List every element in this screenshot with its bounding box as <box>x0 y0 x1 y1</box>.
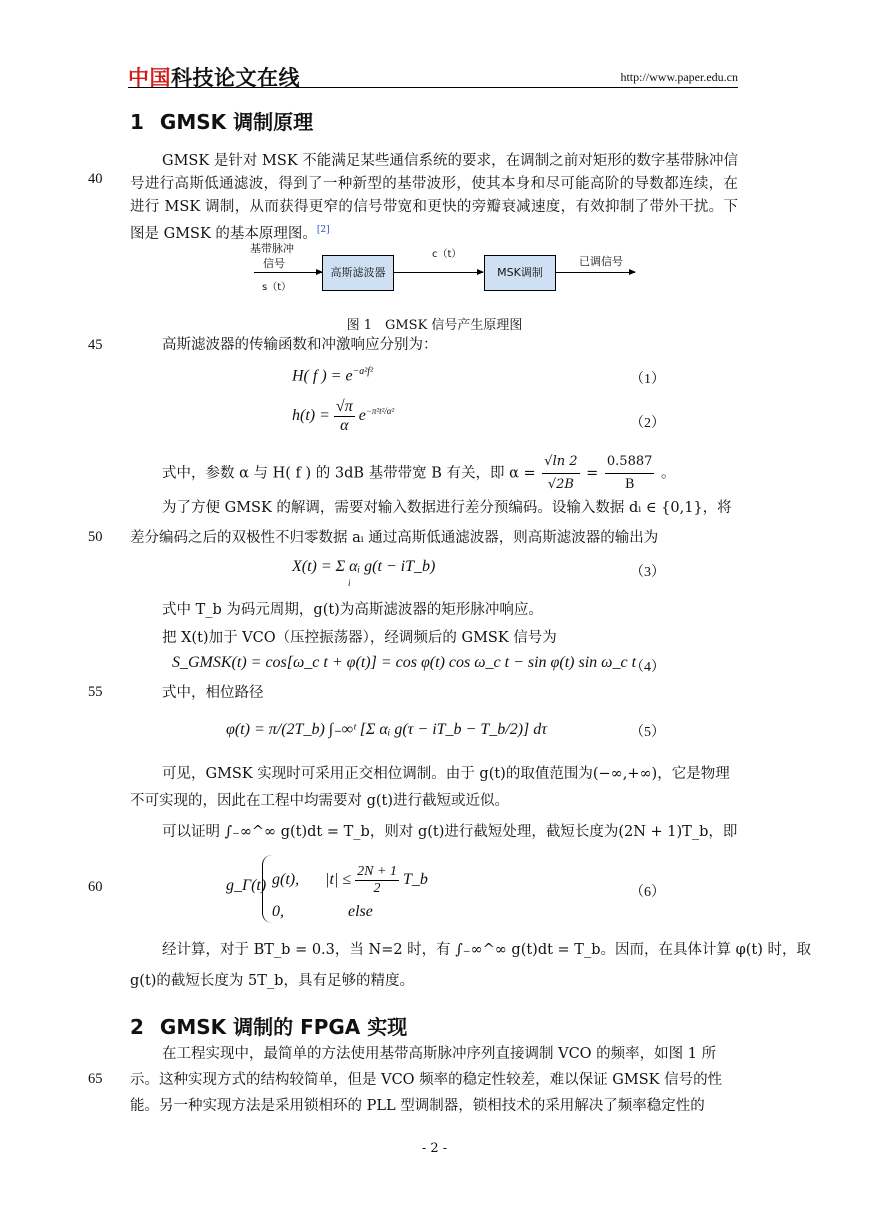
text-line: 高斯滤波器的传输函数和冲激响应分别为： <box>162 337 438 353</box>
equation-6-row-2: 0, else <box>272 903 373 920</box>
equation-3-subscript: i <box>348 578 351 588</box>
equation-number-1: （1） <box>630 372 665 387</box>
text-line: 差分编码之后的双极性不归零数据 aᵢ 通过高斯低通滤波器，则高斯滤波器的输出为 <box>130 530 659 546</box>
section-heading-2: 2 GMSK 调制的 FPGA 实现 <box>130 1015 408 1039</box>
text-line: 能。另一种实现方法是采用锁相环的 PLL 型调制器，锁相技术的采用解决了频率稳定性的 <box>130 1098 705 1114</box>
text-line: 可见，GMSK 实现时可采用正交相位调制。由于 g(t)的取值范围为(−∞,+∞)，它是物理 <box>162 766 730 782</box>
equation-5: φ(t) = π/(2T_b) ∫₋∞ᵗ [Σ αᵢ g(τ − iT_b − T_b/2)] dτ <box>226 721 547 738</box>
header-url[interactable]: http://www.paper.edu.cn <box>620 70 738 84</box>
msk-modulator-block: MSK调制 <box>484 255 556 291</box>
equation-number-4: （4） <box>630 660 665 675</box>
text-line: 式中，参数 α 与 H( f ) 的 3dB 基带带宽 B 有关，即 α = $\frac{√\ln 2}{√2B}$ = $\frac{0.5887}{B}$ 。 <box>162 451 676 496</box>
equation-4: S_GMSK(t) = cos[ω_c t + φ(t)] = cos φ(t) cos ω_c t − sin φ(t) sin ω_c t <box>172 654 637 671</box>
output-arrow <box>555 272 635 273</box>
text-line: 把 X(t)加于 VCO（压控振荡器），经调频后的 GMSK 信号为 <box>162 630 557 646</box>
mid-arrow <box>393 272 483 273</box>
equation-6-row-1: g(t), |t| ≤ $\frac{2N + 1}{2}$ T_b <box>272 864 428 896</box>
line-number: 65 <box>88 1071 103 1087</box>
equation-3: X(t) = Σ αᵢ g(t − iT_b) <box>292 558 436 575</box>
text-line: 式中，相位路径 <box>162 685 264 701</box>
input-arrow <box>254 272 322 273</box>
text-line: 示。这种实现方式的结构较简单，但是 VCO 频率的稳定性较差，难以保证 GMSK 信号的性 <box>130 1072 723 1088</box>
equation-number-2: （2） <box>630 416 665 431</box>
gaussian-filter-block: 高斯滤波器 <box>322 255 394 291</box>
page-number: - 2 - <box>421 1141 448 1156</box>
text-line: 经计算，对于 BT_b = 0.3，当 N=2 时，有 ∫₋∞^∞ g(t)dt = T_b。因而，在具体计算 φ(t) 时，取 <box>162 942 812 958</box>
output-label: 已调信号 <box>579 255 623 268</box>
site-logo: 中国科技论文在线 <box>128 66 300 90</box>
line-number: 60 <box>88 879 103 895</box>
text-line: 可以证明 ∫₋∞^∞ g(t)dt = T_b，则对 g(t)进行截短处理，截短长度为(2N + 1)T_b，即 <box>162 824 738 840</box>
text-line: g(t)的截短长度为 5T_b，具有足够的精度。 <box>130 973 414 989</box>
input-symbol: s（t） <box>262 282 292 293</box>
line-number: 45 <box>88 337 103 353</box>
text-line: 式中 T_b 为码元周期，g(t)为高斯滤波器的矩形脉冲响应。 <box>162 602 543 618</box>
header-rule <box>128 87 738 88</box>
figure-caption: 图 1 GMSK 信号产生原理图 <box>346 318 523 333</box>
text-line: 不可实现的，因此在工程中均需要对 g(t)进行截短或近似。 <box>130 793 510 809</box>
line-number: 55 <box>88 684 103 700</box>
citation-ref[interactable]: [2] <box>316 225 330 235</box>
input-label-2: 信号 <box>263 257 285 270</box>
input-label: 基带脉冲 <box>250 242 294 255</box>
mid-symbol: c（t） <box>432 249 462 260</box>
equation-1: H( f ) = $e^{-a^2f^2}$ <box>292 366 374 385</box>
line-number: 40 <box>88 171 103 187</box>
text-line: 在工程实现中，最简单的方法使用基带高斯脉冲序列直接调制 VCO 的频率，如图 1 所 <box>162 1046 717 1062</box>
text-line: 为了方便 GMSK 的解调，需要对输入数据进行差分预编码。设输入数据 dᵢ ∈ {0,1}，将 <box>162 500 732 516</box>
equation-number-6: （6） <box>630 885 665 900</box>
line-number: 50 <box>88 529 103 545</box>
equation-6-lhs: g_Γ(t) <box>226 877 267 894</box>
equation-number-5: （5） <box>630 725 665 740</box>
equation-2: h(t) = $\frac{√\pi}{\alpha}$ $e^{-\pi^2t^2/\alpha^2}$ <box>292 398 395 434</box>
intro-paragraph: GMSK 是针对 MSK 不能满足某些通信系统的要求，在调制之前对矩形的数字基带脉冲信号进行高斯低通滤波，得到了一种新型的基带波形，使其本身和尽可能高阶的导数都连续，在进行 MSK 调制，从而获得更窄的信号带宽和更快的旁瓣衰减速度，有效抑制了带外干扰。下图是 GMSK 的基本原理图。[2] <box>130 153 738 242</box>
section-heading-1: 1 GMSK 调制原理 <box>130 110 314 134</box>
equation-number-3: （3） <box>630 565 665 580</box>
